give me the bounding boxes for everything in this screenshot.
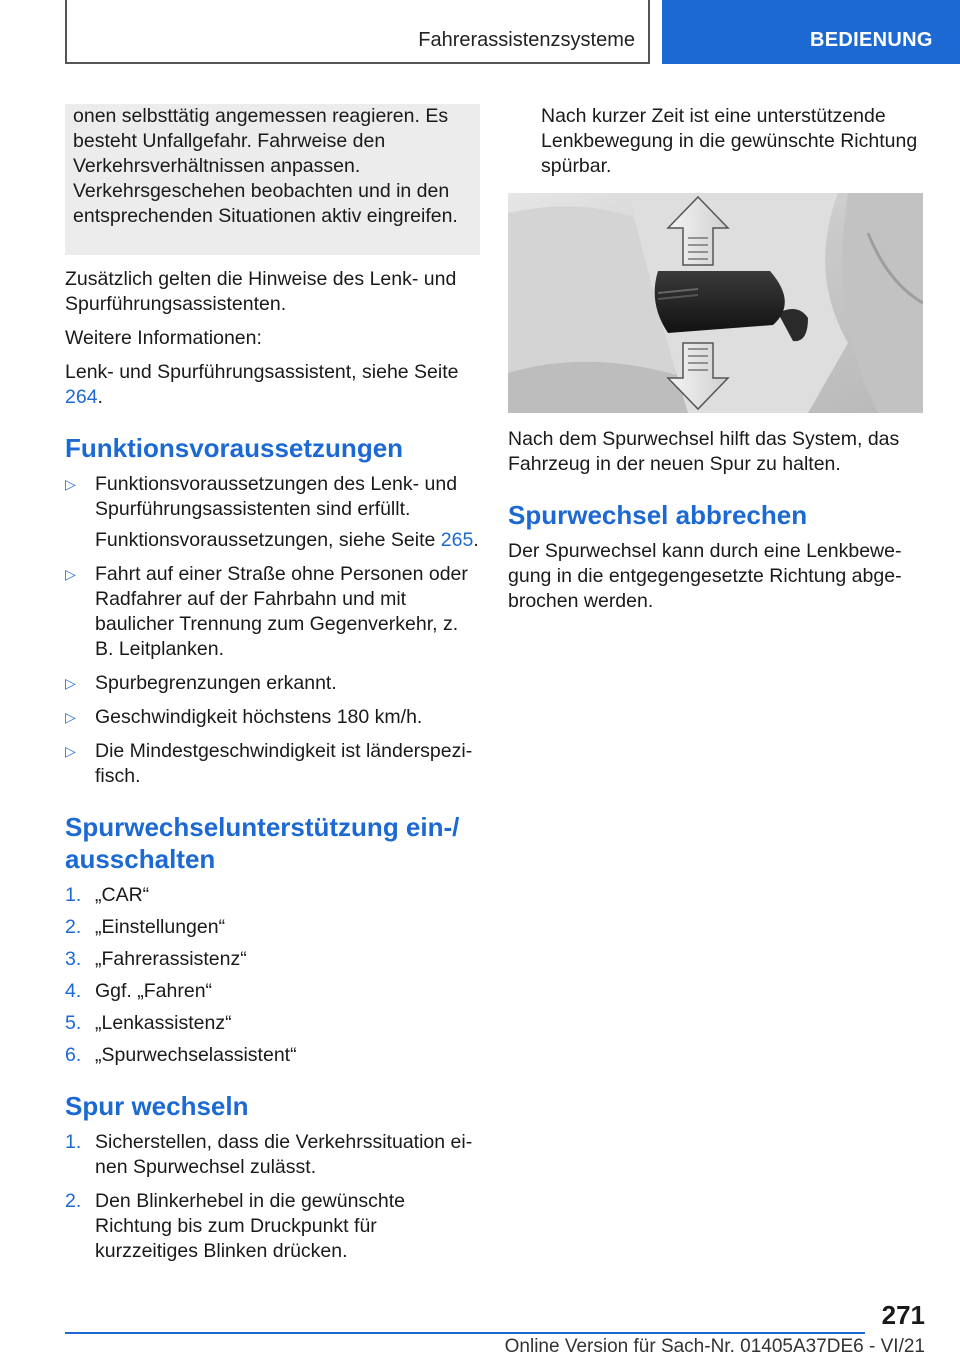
list-item: ▷ Die Mindestgeschwindigkeit ist länderspezifisch. <box>65 740 473 787</box>
section-title: Fahrerassistenzsysteme <box>418 29 635 51</box>
list-item: 3. „Fahrerassistenz“ <box>65 948 247 970</box>
right-column <box>508 104 923 623</box>
triangle-bullet-icon: ▷ <box>65 675 76 691</box>
list-item: 6. „Spurwechselassistent“ <box>65 1044 297 1066</box>
list-item: 2. Den Blinkerhebel in die gewünschte Richtung bis zum Druckpunkt für kurzzeitiges Blinken drücken. <box>65 1190 406 1262</box>
version-text: Online Version für Sach-Nr. 01405A37DE6 - VI/21 <box>504 1336 925 1357</box>
paragraph-reference: Lenk- und Spurführungsassistent, siehe Seite 264. <box>65 361 459 408</box>
turn-signal-lever-illustration <box>508 193 923 413</box>
page-link-265[interactable]: 265 <box>440 529 474 551</box>
requirements-list <box>65 472 480 522</box>
warning-box <box>65 104 480 255</box>
list-item: ▷ Spurbegrenzungen erkannt. <box>65 672 337 694</box>
list-item: ▷ Geschwindigkeit höchstens 180 km/h. <box>65 706 423 728</box>
heading-funktionsvoraussetzungen: Funktionsvoraussetzungen <box>65 433 404 463</box>
paragraph-hinweise: Zusätzlich gelten die Hinweise des Lenk- und Spurführungsassistenten. <box>65 268 457 315</box>
steps-wechseln-list <box>65 1130 480 1264</box>
requirements-list-continued <box>65 562 480 789</box>
page-header <box>0 0 960 66</box>
steps-ein-list <box>65 883 480 1068</box>
list-item: ▷ Funktionsvoraussetzungen des Lenk- und Spurführungsassistenten sind erfüllt. <box>65 473 458 520</box>
page-link-264[interactable]: 264 <box>65 386 98 408</box>
heading-spur-wechseln: Spur wechseln <box>65 1091 249 1121</box>
left-column <box>65 104 480 1271</box>
paragraph-after: Nach dem Spurwechsel hilft das System, das Fahrzeug in der neuen Spur zu halten. <box>508 428 900 475</box>
triangle-bullet-icon: ▷ <box>65 709 76 725</box>
paragraph-info-label: Weitere Informationen: <box>65 327 262 349</box>
footer-rule <box>65 1332 865 1334</box>
heading-spurwechsel-abbrechen: Spurwechsel abbrechen <box>508 500 808 530</box>
triangle-bullet-icon: ▷ <box>65 476 76 492</box>
list-item: ▷ Fahrt auf einer Straße ohne Personen oder Radfahrer auf der Fahrbahn und mit baulicher Trennung zum Gegenverkehr, z. B. Leitplanken. <box>65 563 468 660</box>
page-number: 271 <box>881 1300 925 1330</box>
triangle-bullet-icon: ▷ <box>65 566 76 582</box>
heading-spurwechselunterstuetzung: Spurwechselunterstützung ein-/ ausschalten <box>65 812 460 874</box>
list-item: 1. Sicherstellen, dass die Verkehrssituation einen Spurwechsel zulässt. <box>65 1131 473 1178</box>
list-item: 2. „Einstellungen“ <box>65 916 226 938</box>
warning-text: onen selbsttätig angemessen reagieren. Es besteht Unfallgefahr. Fahrweise den Verkehrsverhältnissen anpassen. Verkehrsgeschehen beobachten und in den entsprechenden Situationen aktiv eingreifen. <box>73 105 458 227</box>
chapter-tab: BEDIENUNG <box>662 0 960 64</box>
sub-reference: Funktionsvoraussetzungen, siehe Seite 265. <box>95 529 479 551</box>
list-item: 1. „CAR“ <box>65 884 150 906</box>
paragraph-intro: Nach kurzer Zeit ist eine unterstützende Lenkbewegung in die gewünschte Richtung spürbar. <box>541 105 918 177</box>
list-item: 4. Ggf. „Fahren“ <box>65 980 213 1002</box>
list-item: 5. „Lenkassistenz“ <box>65 1012 232 1034</box>
paragraph-abbrechen: Der Spurwechsel kann durch eine Lenkbewegung in die entgegengesetzte Richtung abgebrochen werden. <box>508 540 902 612</box>
triangle-bullet-icon: ▷ <box>65 743 76 759</box>
